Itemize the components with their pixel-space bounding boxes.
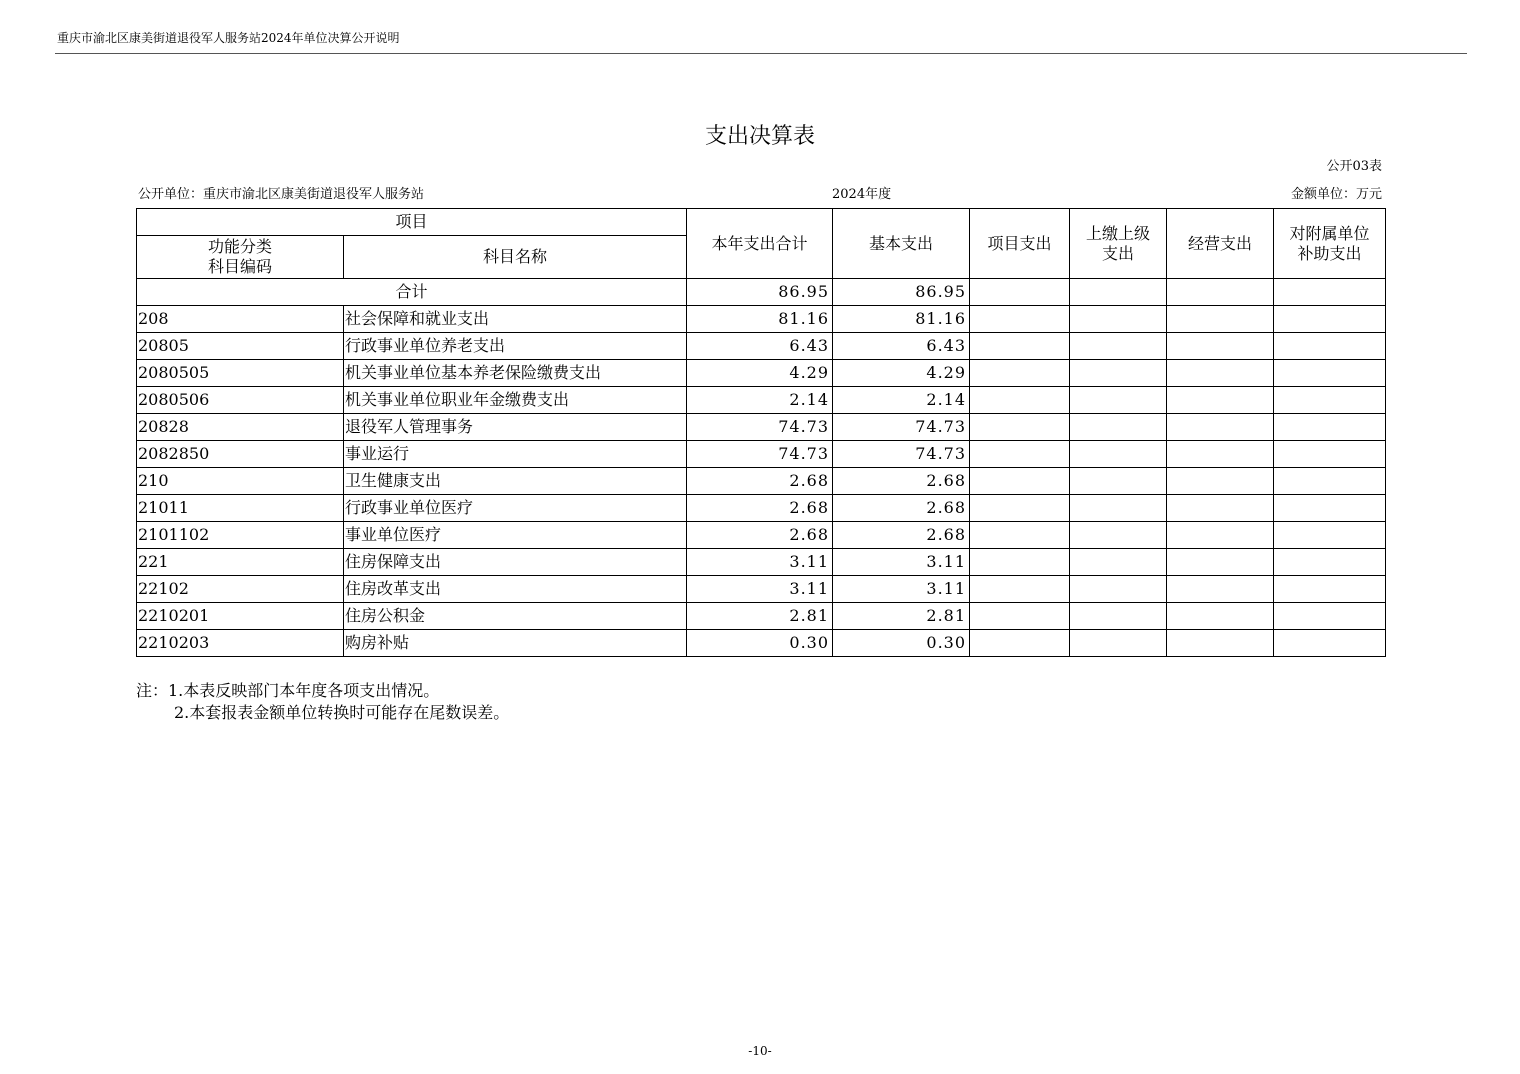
cell-business [1167, 360, 1274, 387]
cell-basic: 3.11 [833, 549, 970, 576]
total-row [137, 279, 1386, 306]
cell-total: 3.11 [687, 576, 833, 603]
header-total: 本年支出合计 [687, 209, 833, 279]
cell-subsidy [1274, 387, 1386, 414]
cell-project-expense [970, 360, 1070, 387]
header-upper-payment [1070, 209, 1167, 279]
cell-name: 事业单位医疗 [344, 522, 687, 549]
cell-total: 4.29 [687, 360, 833, 387]
table-row [137, 387, 1386, 414]
header-rule [55, 53, 1467, 54]
cell-total: 3.11 [687, 549, 833, 576]
cell-upper-payment [1070, 576, 1167, 603]
cell-project-expense [970, 333, 1070, 360]
table-row [137, 576, 1386, 603]
table-row [137, 630, 1386, 657]
cell-name: 行政事业单位医疗 [344, 495, 687, 522]
cell-code: 22102 [137, 576, 344, 603]
table-row [137, 333, 1386, 360]
table-row [137, 522, 1386, 549]
cell-name: 行政事业单位养老支出 [344, 333, 687, 360]
cell-upper-payment [1070, 441, 1167, 468]
table-row [137, 414, 1386, 441]
cell-business [1167, 414, 1274, 441]
table-row [137, 441, 1386, 468]
header-subsidy [1274, 209, 1386, 279]
cell-total: 0.30 [687, 630, 833, 657]
cell-code: 2101102 [137, 522, 344, 549]
header-upper-line2: 支出 [1102, 243, 1135, 263]
header-code-line1: 功能分类 [207, 237, 272, 256]
total-amount: 86.95 [687, 279, 833, 306]
cell-subsidy [1274, 549, 1386, 576]
cell-code: 2210201 [137, 603, 344, 630]
cell-subsidy [1274, 495, 1386, 522]
cell-subsidy [1274, 468, 1386, 495]
cell-name: 机关事业单位基本养老保险缴费支出 [344, 360, 687, 387]
cell-total: 81.16 [687, 306, 833, 333]
cell-project-expense [970, 576, 1070, 603]
total-label: 合计 [137, 279, 687, 306]
cell-basic: 2.68 [833, 522, 970, 549]
table-row [137, 603, 1386, 630]
cell-upper-payment [1070, 522, 1167, 549]
cell-project-expense [970, 603, 1070, 630]
cell-project-expense [970, 468, 1070, 495]
cell-total: 2.14 [687, 387, 833, 414]
total-project-expense [970, 279, 1070, 306]
cell-business [1167, 549, 1274, 576]
cell-basic: 4.29 [833, 360, 970, 387]
cell-basic: 0.30 [833, 630, 970, 657]
header-upper-line1: 上缴上级 [1086, 223, 1151, 243]
cell-subsidy [1274, 522, 1386, 549]
cell-project-expense [970, 387, 1070, 414]
note-1: 注：1.本表反映部门本年度各项支出情况。 [136, 681, 440, 700]
cell-code: 221 [137, 549, 344, 576]
fiscal-year: 2024年度 [832, 187, 892, 202]
cell-upper-payment [1070, 306, 1167, 333]
cell-upper-payment [1070, 387, 1167, 414]
reporting-unit: 公开单位：重庆市渝北区康美街道退役军人服务站 [138, 187, 425, 202]
document-title: 支出决算表 [704, 124, 815, 149]
cell-code: 2080505 [137, 360, 344, 387]
table-row [137, 468, 1386, 495]
cell-project-expense [970, 414, 1070, 441]
cell-subsidy [1274, 630, 1386, 657]
cell-project-expense [970, 306, 1070, 333]
money-unit: 金额单位：万元 [1290, 187, 1382, 202]
cell-project-expense [970, 549, 1070, 576]
cell-name: 住房公积金 [344, 603, 687, 630]
notes [136, 680, 509, 724]
header-basic: 基本支出 [833, 209, 970, 279]
cell-business [1167, 603, 1274, 630]
cell-subsidy [1274, 576, 1386, 603]
form-code: 公开03表 [1326, 159, 1382, 174]
cell-basic: 2.68 [833, 495, 970, 522]
page-header: 重庆市渝北区康美街道退役军人服务站2024年单位决算公开说明 [57, 31, 400, 45]
cell-code: 21011 [137, 495, 344, 522]
cell-subsidy [1274, 360, 1386, 387]
table-row [137, 495, 1386, 522]
cell-business [1167, 576, 1274, 603]
cell-subsidy [1274, 603, 1386, 630]
cell-upper-payment [1070, 603, 1167, 630]
cell-subsidy [1274, 306, 1386, 333]
cell-upper-payment [1070, 549, 1167, 576]
total-subsidy [1274, 279, 1386, 306]
cell-subsidy [1274, 441, 1386, 468]
cell-business [1167, 630, 1274, 657]
cell-code: 210 [137, 468, 344, 495]
cell-basic: 74.73 [833, 441, 970, 468]
cell-name: 住房保障支出 [344, 549, 687, 576]
cell-project-expense [970, 495, 1070, 522]
header-business: 经营支出 [1167, 209, 1274, 279]
table-row [137, 306, 1386, 333]
page-number: -10- [748, 1044, 772, 1058]
cell-name: 机关事业单位职业年金缴费支出 [344, 387, 687, 414]
cell-business [1167, 495, 1274, 522]
cell-total: 2.81 [687, 603, 833, 630]
cell-name: 社会保障和就业支出 [344, 306, 687, 333]
cell-upper-payment [1070, 630, 1167, 657]
cell-project-expense [970, 522, 1070, 549]
total-upper-payment [1070, 279, 1167, 306]
cell-business [1167, 468, 1274, 495]
cell-code: 2082850 [137, 441, 344, 468]
cell-name: 退役军人管理事务 [344, 414, 687, 441]
cell-code: 2080506 [137, 387, 344, 414]
cell-basic: 6.43 [833, 333, 970, 360]
cell-total: 74.73 [687, 414, 833, 441]
header-subsidy-line1: 对附属单位 [1289, 223, 1370, 243]
header-project-expense: 项目支出 [970, 209, 1070, 279]
cell-basic: 2.14 [833, 387, 970, 414]
header-name: 科目名称 [344, 236, 687, 279]
cell-basic: 3.11 [833, 576, 970, 603]
cell-upper-payment [1070, 360, 1167, 387]
cell-project-expense [970, 630, 1070, 657]
total-basic: 86.95 [833, 279, 970, 306]
cell-upper-payment [1070, 333, 1167, 360]
cell-business [1167, 441, 1274, 468]
cell-basic: 2.81 [833, 603, 970, 630]
table-row [137, 360, 1386, 387]
cell-upper-payment [1070, 468, 1167, 495]
cell-total: 2.68 [687, 468, 833, 495]
total-business [1167, 279, 1274, 306]
cell-code: 20828 [137, 414, 344, 441]
table-row [137, 549, 1386, 576]
cell-upper-payment [1070, 495, 1167, 522]
cell-code: 2210203 [137, 630, 344, 657]
cell-upper-payment [1070, 414, 1167, 441]
cell-subsidy [1274, 414, 1386, 441]
cell-name: 住房改革支出 [344, 576, 687, 603]
expenditure-table [136, 208, 1386, 657]
cell-name: 事业运行 [344, 441, 687, 468]
cell-business [1167, 522, 1274, 549]
cell-business [1167, 333, 1274, 360]
cell-project-expense [970, 441, 1070, 468]
note-2: 2.本套报表金额单位转换时可能存在尾数误差。 [174, 703, 510, 722]
cell-name: 卫生健康支出 [344, 468, 687, 495]
cell-basic: 2.68 [833, 468, 970, 495]
cell-total: 2.68 [687, 495, 833, 522]
header-subsidy-line2: 补助支出 [1297, 243, 1362, 263]
cell-business [1167, 306, 1274, 333]
cell-total: 2.68 [687, 522, 833, 549]
cell-basic: 74.73 [833, 414, 970, 441]
cell-subsidy [1274, 333, 1386, 360]
cell-total: 74.73 [687, 441, 833, 468]
cell-business [1167, 387, 1274, 414]
cell-code: 20805 [137, 333, 344, 360]
cell-name: 购房补贴 [344, 630, 687, 657]
header-code-line2: 科目编码 [207, 257, 272, 276]
cell-total: 6.43 [687, 333, 833, 360]
cell-code: 208 [137, 306, 344, 333]
header-code [137, 236, 344, 279]
cell-basic: 81.16 [833, 306, 970, 333]
header-project: 项目 [137, 209, 687, 236]
